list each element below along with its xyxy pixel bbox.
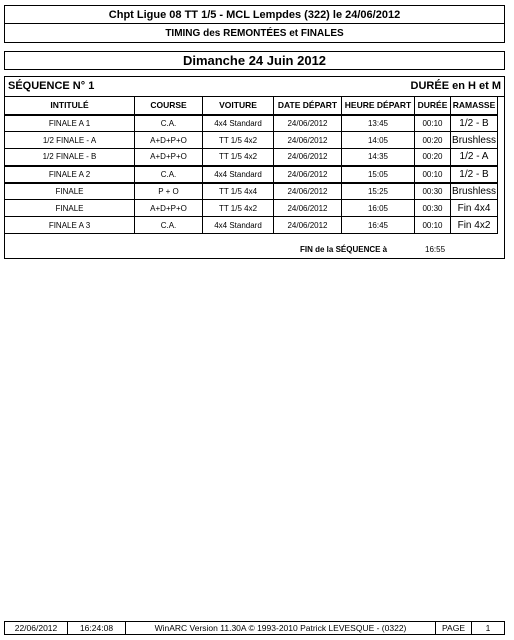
table-row [5, 200, 498, 217]
cell: A+D+P+O [135, 200, 203, 217]
table-row [5, 183, 498, 200]
cell: 24/06/2012 [274, 217, 342, 234]
page-footer [4, 621, 505, 635]
cell: 1/2 - B [451, 115, 498, 132]
title-text: Chpt Ligue 08 TT 1/5 - MCL Lempdes (322) le 24/06/2012 [108, 8, 401, 21]
cell: 14:05 [342, 132, 415, 149]
footer-software: WinARC Version 11.30A © 1993-2010 Patrick LEVESQUE - (0322) [126, 621, 436, 635]
cell: 24/06/2012 [274, 132, 342, 149]
table-row [5, 115, 498, 132]
cell: FINALE A 2 [5, 166, 135, 183]
cell: 1/2 FINALE - B [5, 149, 135, 166]
cell: TT 1/5 4x2 [203, 200, 274, 217]
cell: 13:45 [342, 115, 415, 132]
cell: C.A. [135, 115, 203, 132]
cell: 15:05 [342, 166, 415, 183]
col-header: COURSE [135, 97, 203, 115]
cell: 4x4 Standard [203, 217, 274, 234]
cell: 24/06/2012 [274, 115, 342, 132]
cell: 24/06/2012 [274, 166, 342, 183]
cell: 00:10 [415, 166, 451, 183]
cell: 00:30 [415, 183, 451, 200]
cell: Fin 4x4 [451, 200, 498, 217]
cell: C.A. [135, 217, 203, 234]
col-header: VOITURE [203, 97, 274, 115]
cell: A+D+P+O [135, 132, 203, 149]
cell: P + O [135, 183, 203, 200]
cell: C.A. [135, 166, 203, 183]
cell: FINALE A 1 [5, 115, 135, 132]
table-row [5, 132, 498, 149]
cell: 00:20 [415, 149, 451, 166]
col-header: RAMASSE [451, 97, 498, 115]
sequence-header [5, 77, 504, 97]
table-row [5, 149, 498, 166]
table-row [5, 217, 498, 234]
cell: TT 1/5 4x4 [203, 183, 274, 200]
cell: 4x4 Standard [203, 115, 274, 132]
cell: 1/2 FINALE - A [5, 132, 135, 149]
cell: 14:35 [342, 149, 415, 166]
subtitle-text: TIMING des REMONTÉES et FINALES [165, 27, 344, 39]
cell: 00:30 [415, 200, 451, 217]
cell: 1/2 - A [451, 149, 498, 166]
cell: TT 1/5 4x2 [203, 132, 274, 149]
cell: 24/06/2012 [274, 200, 342, 217]
cell: TT 1/5 4x2 [203, 149, 274, 166]
cell: 1/2 - B [451, 166, 498, 183]
col-header: HEURE DÉPART [342, 97, 415, 115]
footer-page-number: 1 [472, 621, 505, 635]
cell: 15:25 [342, 183, 415, 200]
document-title [4, 5, 505, 24]
cell: 00:20 [415, 132, 451, 149]
duration-label: DURÉE en H et M [410, 80, 501, 92]
day-heading [4, 51, 505, 70]
day-text: Dimanche 24 Juin 2012 [182, 53, 327, 68]
cell: 00:10 [415, 115, 451, 132]
cell: A+D+P+O [135, 149, 203, 166]
cell: FINALE [5, 200, 135, 217]
cell: FINALE A 3 [5, 217, 135, 234]
cell: 4x4 Standard [203, 166, 274, 183]
col-header: INTITULÉ [5, 97, 135, 115]
sequence-end [300, 245, 446, 254]
sequence-label: SÉQUENCE N° 1 [8, 80, 95, 92]
cell: FINALE [5, 183, 135, 200]
table-header-row [5, 97, 498, 115]
footer-time: 16:24:08 [68, 621, 126, 635]
end-time: 16:55 [425, 245, 446, 254]
col-header: DURÉE [415, 97, 451, 115]
footer-page-label: PAGE [436, 621, 472, 635]
cell: 16:45 [342, 217, 415, 234]
cell: Fin 4x2 [451, 217, 498, 234]
document-subtitle [4, 24, 505, 43]
cell: 00:10 [415, 217, 451, 234]
col-header: DATE DÉPART [274, 97, 342, 115]
cell: 24/06/2012 [274, 183, 342, 200]
table-row [5, 166, 498, 183]
cell: Brushless [451, 132, 498, 149]
cell: Brushless [451, 183, 498, 200]
footer-date: 22/06/2012 [4, 621, 68, 635]
cell: 16:05 [342, 200, 415, 217]
end-label: FIN de la SÉQUENCE à [300, 245, 388, 254]
schedule-table [4, 96, 498, 234]
cell: 24/06/2012 [274, 149, 342, 166]
